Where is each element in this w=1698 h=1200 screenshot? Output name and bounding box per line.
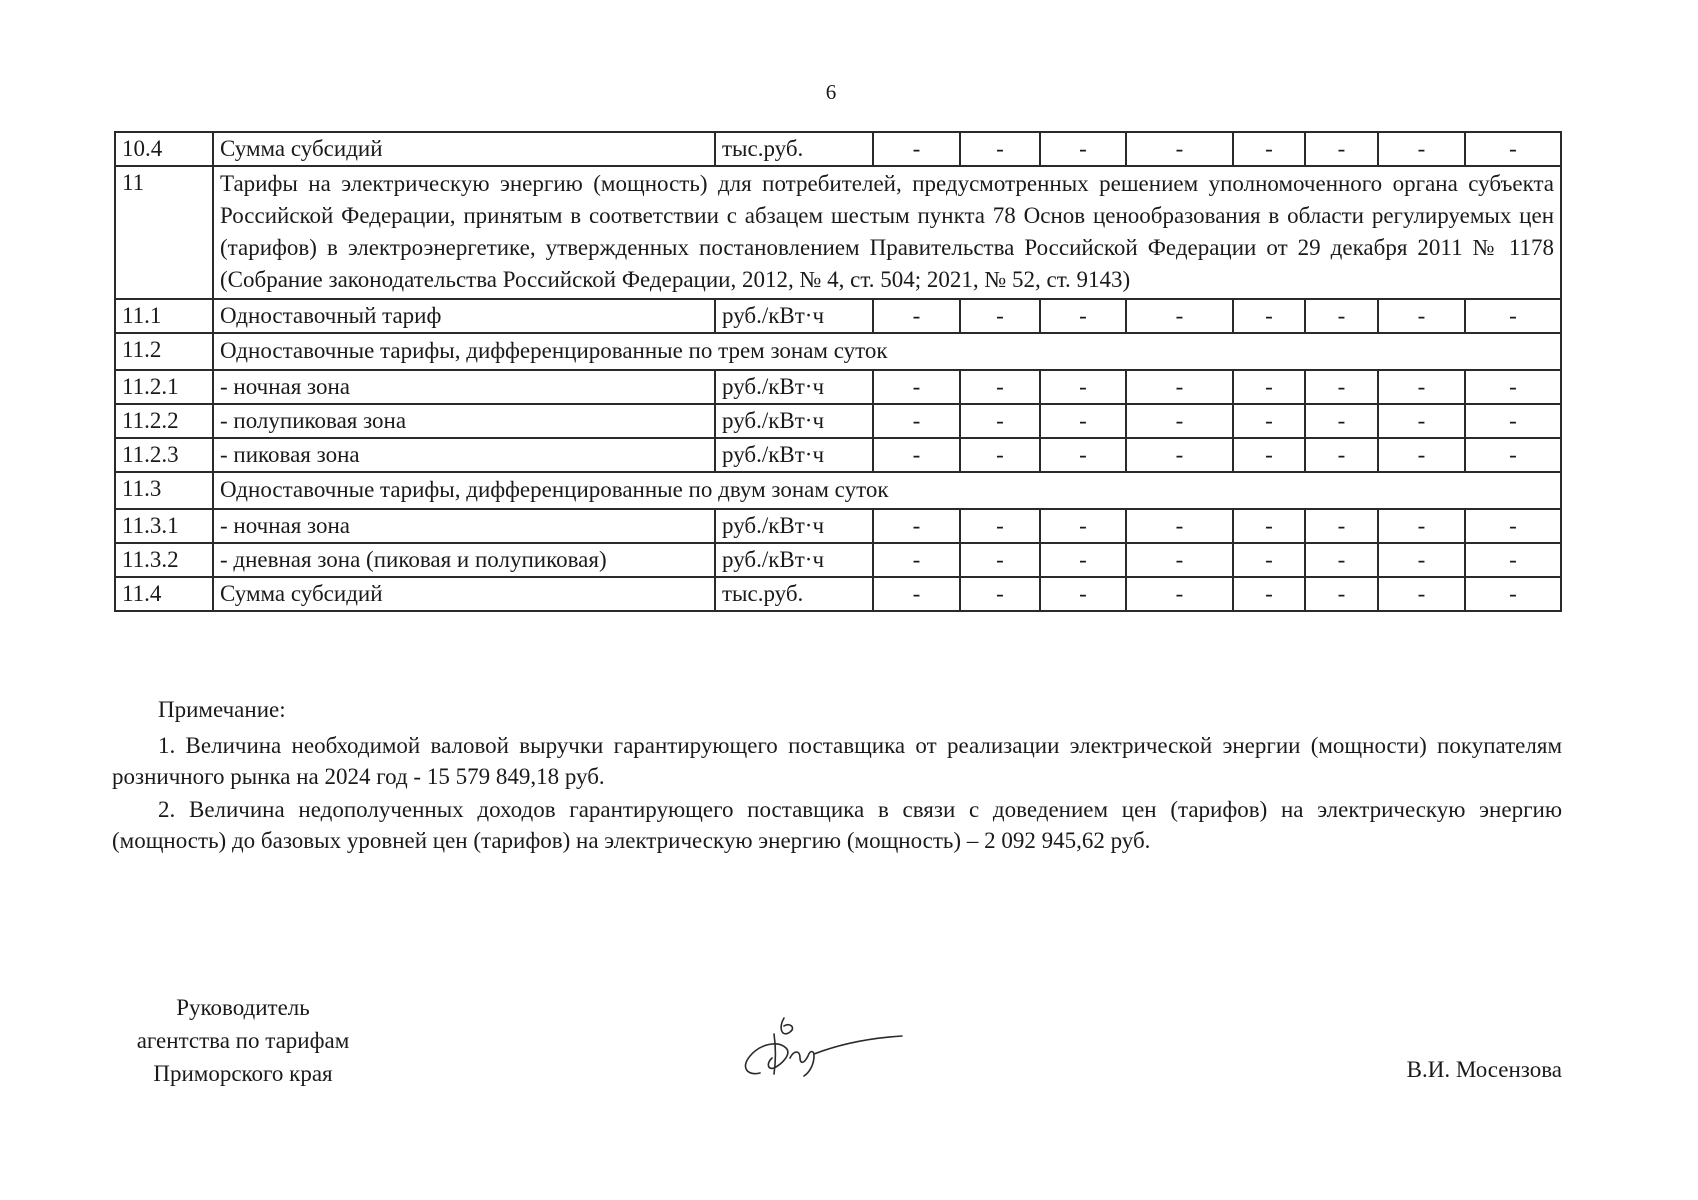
row-name-cell: Одноставочный тариф (213, 299, 715, 333)
value-cell: - (1040, 577, 1126, 611)
tariff-table (114, 131, 1562, 612)
value-cell: - (873, 132, 960, 166)
value-cell: - (960, 438, 1040, 472)
value-cell: - (1465, 543, 1561, 577)
value-cell: - (1233, 438, 1305, 472)
value-cell: - (960, 299, 1040, 333)
note-item-1: 1. Величина необходимой валовой выручки гарантирующего поставщика от реализации электрической энергии (мощности) покупателям розничного рынка на 2024 год - 15 579 849,18 руб. (112, 733, 1562, 789)
row-number-cell: 11.3.2 (115, 543, 213, 577)
value-cell: - (1126, 509, 1233, 543)
value-cell: - (1233, 509, 1305, 543)
row-name-cell: - дневная зона (пиковая и полупиковая) (213, 543, 715, 577)
value-cell: - (1126, 577, 1233, 611)
row-name-cell: - ночная зона (213, 509, 715, 543)
row-number-cell: 11 (115, 166, 213, 299)
position-line-1: Руководитель (176, 995, 310, 1020)
row-name-cell: Сумма субсидий (213, 577, 715, 611)
position-line-3: Приморского края (153, 1061, 333, 1086)
position-line-2: агентства по тарифам (136, 1028, 350, 1053)
value-cell: - (1126, 543, 1233, 577)
value-cell: - (960, 543, 1040, 577)
value-cell: - (873, 299, 960, 333)
tariff-table-body (115, 132, 1561, 611)
value-cell: - (873, 577, 960, 611)
row-number-cell: 11.2.1 (115, 370, 213, 404)
value-cell: - (960, 132, 1040, 166)
table-row (115, 333, 1561, 370)
section-heading-cell: Одноставочные тарифы, дифференцированные по трем зонам суток (213, 333, 1561, 370)
value-cell: - (1305, 370, 1378, 404)
value-cell: - (1378, 404, 1465, 438)
unit-cell: руб./кВт·ч (715, 370, 873, 404)
value-cell: - (873, 543, 960, 577)
handwritten-signature (730, 998, 905, 1088)
row-number-cell: 11.1 (115, 299, 213, 333)
value-cell: - (1040, 370, 1126, 404)
value-cell: - (1126, 438, 1233, 472)
value-cell: - (1233, 404, 1305, 438)
table-row (115, 370, 1561, 404)
value-cell: - (1465, 132, 1561, 166)
value-cell: - (1378, 132, 1465, 166)
value-cell: - (1305, 543, 1378, 577)
row-number-cell: 11.3.1 (115, 509, 213, 543)
value-cell: - (1378, 370, 1465, 404)
value-cell: - (1378, 543, 1465, 577)
value-cell: - (1378, 577, 1465, 611)
table-row (115, 166, 1561, 299)
value-cell: - (1233, 543, 1305, 577)
value-cell: - (1305, 132, 1378, 166)
value-cell: - (1126, 370, 1233, 404)
unit-cell: руб./кВт·ч (715, 509, 873, 543)
value-cell: - (1233, 370, 1305, 404)
notes-title: Примечание: (158, 697, 286, 722)
value-cell: - (1465, 438, 1561, 472)
value-cell: - (960, 509, 1040, 543)
table-row (115, 132, 1561, 166)
table-row (115, 472, 1561, 509)
value-cell: - (1305, 404, 1378, 438)
row-number-cell: 11.2 (115, 333, 213, 370)
table-row (115, 438, 1561, 472)
value-cell: - (1378, 299, 1465, 333)
value-cell: - (1465, 370, 1561, 404)
table-row (115, 509, 1561, 543)
unit-cell: руб./кВт·ч (715, 543, 873, 577)
value-cell: - (960, 577, 1040, 611)
value-cell: - (1465, 404, 1561, 438)
row-name-cell: - пиковая зона (213, 438, 715, 472)
signatory-name: В.И. Мосензова (1406, 1057, 1562, 1082)
value-cell: - (1040, 438, 1126, 472)
value-cell: - (1040, 299, 1126, 333)
section-heading-cell: Тарифы на электрическую энергию (мощность) для потребителей, предусмотренных решением уполномоченного органа субъекта Российской Федерации, принятым в соответствии с абзацем шестым пункта 78 Основ ценообразования в области регулируемых цен (тарифов) в электроэнергетике, утвержденных постановлением Правительства Российской Федерации от 29 декабря 2011 № 1178 (Собрание законодательства Российской Федерации, 2012, № 4, ст. 504; 2021, № 52, ст. 9143) (213, 166, 1561, 299)
unit-cell: руб./кВт·ч (715, 404, 873, 438)
value-cell: - (1378, 438, 1465, 472)
value-cell: - (1305, 438, 1378, 472)
value-cell: - (873, 370, 960, 404)
value-cell: - (1233, 577, 1305, 611)
row-name-cell: - полупиковая зона (213, 404, 715, 438)
value-cell: - (1126, 404, 1233, 438)
row-name-cell: - ночная зона (213, 370, 715, 404)
value-cell: - (1233, 299, 1305, 333)
row-number-cell: 11.3 (115, 472, 213, 509)
value-cell: - (873, 509, 960, 543)
section-heading-cell: Одноставочные тарифы, дифференцированные по двум зонам суток (213, 472, 1561, 509)
row-number-cell: 11.2.2 (115, 404, 213, 438)
value-cell: - (960, 370, 1040, 404)
row-name-cell: Сумма субсидий (213, 132, 715, 166)
value-cell: - (1040, 404, 1126, 438)
value-cell: - (873, 438, 960, 472)
table-row (115, 299, 1561, 333)
value-cell: - (1465, 299, 1561, 333)
row-number-cell: 11.2.3 (115, 438, 213, 472)
note-item-2: 2. Величина недополученных доходов гарантирующего поставщика в связи с доведением цен (тарифов) на электрическую энергию (мощность) до базовых уровней цен (тарифов) на электрическую энергию (мощность) – 2 092 945,62 руб. (112, 797, 1562, 853)
value-cell: - (1305, 577, 1378, 611)
value-cell: - (1465, 509, 1561, 543)
row-number-cell: 10.4 (115, 132, 213, 166)
value-cell: - (873, 404, 960, 438)
table-row (115, 404, 1561, 438)
row-number-cell: 11.4 (115, 577, 213, 611)
value-cell: - (1378, 509, 1465, 543)
unit-cell: тыс.руб. (715, 577, 873, 611)
value-cell: - (1040, 543, 1126, 577)
notes (112, 694, 1562, 858)
value-cell: - (1126, 132, 1233, 166)
unit-cell: руб./кВт·ч (715, 299, 873, 333)
unit-cell: тыс.руб. (715, 132, 873, 166)
value-cell: - (1040, 132, 1126, 166)
table-row (115, 543, 1561, 577)
value-cell: - (1233, 132, 1305, 166)
table-row (115, 577, 1561, 611)
signatory-position (108, 991, 378, 1090)
value-cell: - (960, 404, 1040, 438)
value-cell: - (1465, 577, 1561, 611)
value-cell: - (1305, 299, 1378, 333)
unit-cell: руб./кВт·ч (715, 438, 873, 472)
value-cell: - (1305, 509, 1378, 543)
page-number: 6 (825, 80, 837, 104)
value-cell: - (1040, 509, 1126, 543)
value-cell: - (1126, 299, 1233, 333)
